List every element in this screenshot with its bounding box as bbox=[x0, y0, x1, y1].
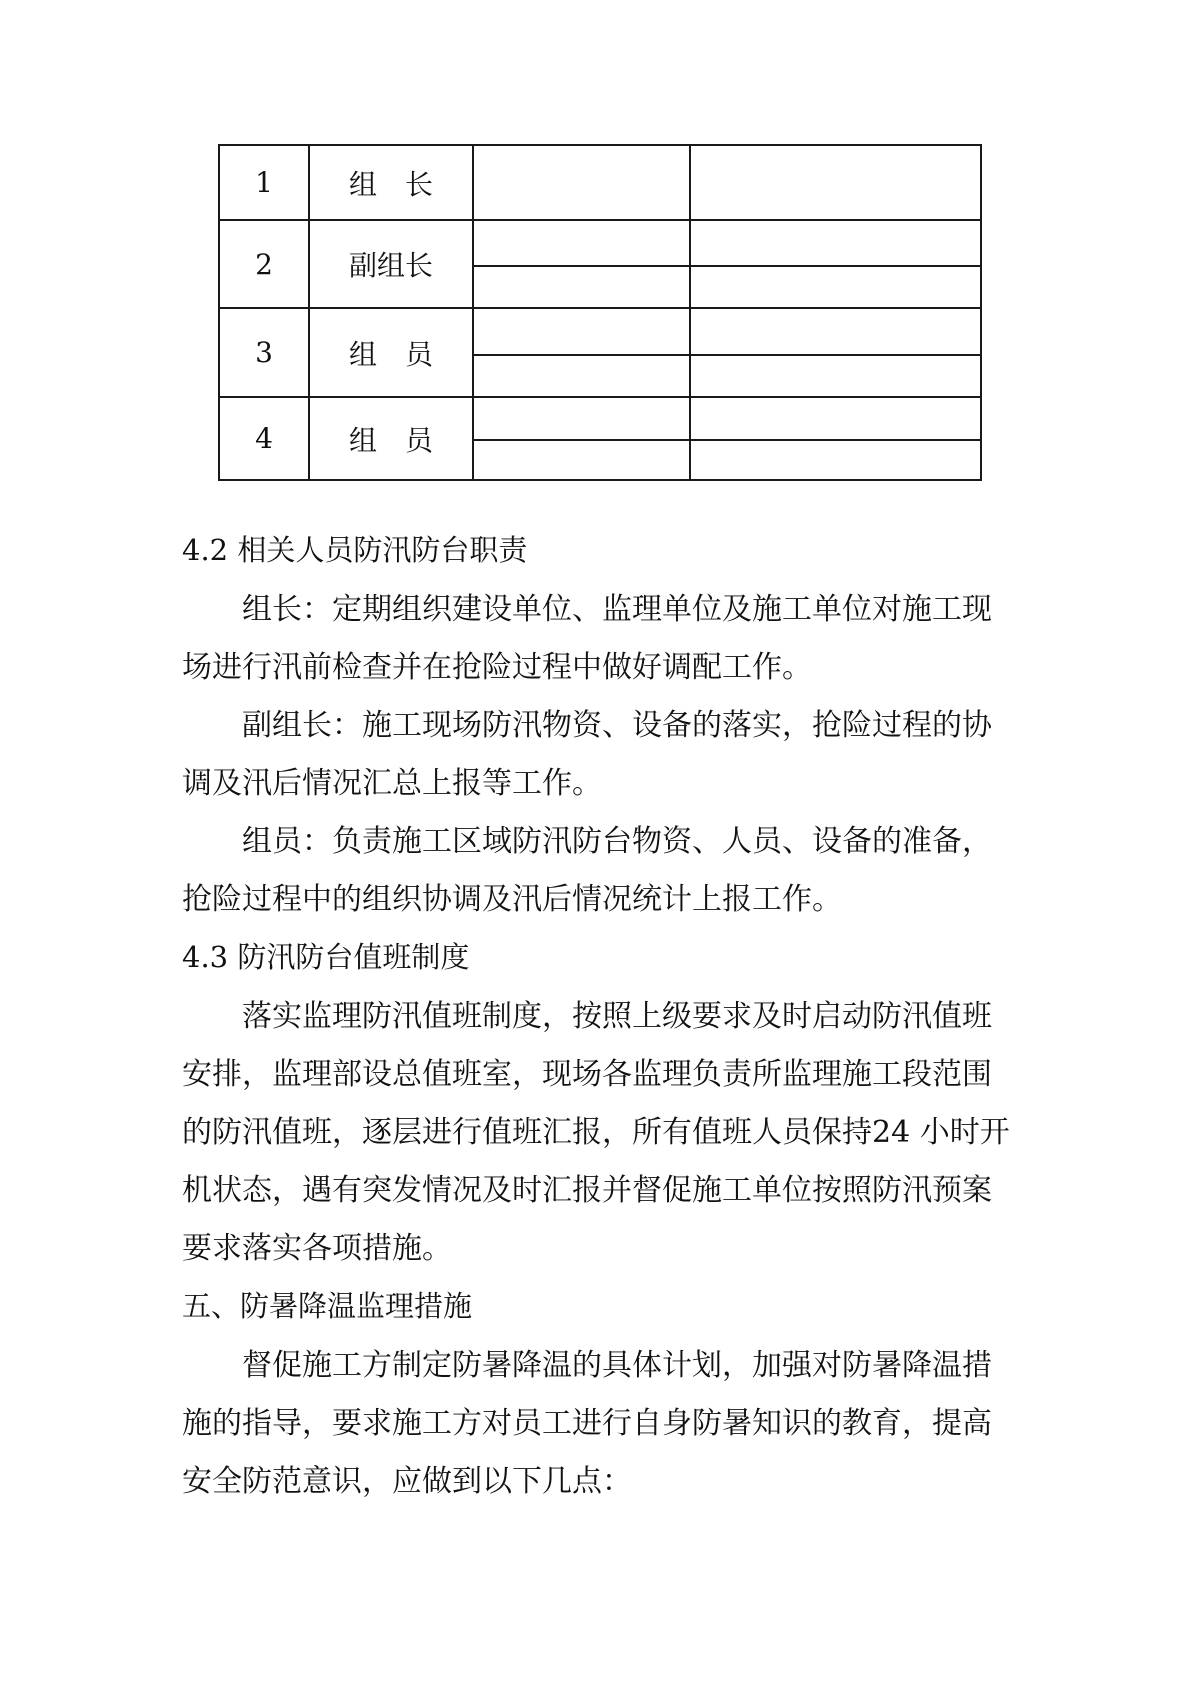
name-cell bbox=[473, 145, 690, 220]
table-row bbox=[219, 308, 981, 355]
table-row bbox=[219, 145, 981, 220]
contact-cell bbox=[690, 145, 981, 220]
name-cell bbox=[473, 220, 690, 266]
paragraph-line: 的防汛值班，逐层进行值班汇报，所有值班人员保持24 小时开 bbox=[182, 1115, 1010, 1150]
paragraph-line: 督促施工方制定防暑降温的具体计划，加强对防暑降温措 bbox=[242, 1348, 992, 1383]
row-number: 1 bbox=[219, 145, 309, 220]
paragraph-line: 安排，监理部设总值班室，现场各监理负责所监理施工段范围 bbox=[182, 1057, 992, 1092]
paragraph-line: 机状态，遇有突发情况及时汇报并督促施工单位按照防汛预案 bbox=[182, 1173, 992, 1208]
table-row bbox=[219, 220, 981, 266]
row-role: 组 员 bbox=[309, 308, 473, 397]
paragraph-line: 调及汛后情况汇总上报等工作。 bbox=[182, 766, 602, 801]
contact-cell bbox=[690, 397, 981, 440]
paragraph-line: 组员：负责施工区域防汛防台物资、人员、设备的准备， bbox=[242, 824, 992, 859]
paragraph-line: 施的指导，要求施工方对员工进行自身防暑知识的教育，提高 bbox=[182, 1406, 992, 1441]
contact-cell bbox=[690, 266, 981, 308]
section-5-heading: 五、防暑降温监理措施 bbox=[182, 1289, 473, 1323]
name-cell bbox=[473, 355, 690, 397]
name-cell bbox=[473, 440, 690, 480]
paragraph-line: 副组长：施工现场防汛物资、设备的落实，抢险过程的协 bbox=[242, 708, 992, 743]
name-cell bbox=[473, 266, 690, 308]
name-cell bbox=[473, 308, 690, 355]
paragraph-line: 抢险过程中的组织协调及汛后情况统计上报工作。 bbox=[182, 882, 842, 917]
row-number: 2 bbox=[219, 220, 309, 308]
paragraph-line: 场进行汛前检查并在抢险过程中做好调配工作。 bbox=[182, 650, 812, 685]
row-role: 组 长 bbox=[309, 145, 473, 220]
table-row bbox=[219, 397, 981, 440]
row-number: 3 bbox=[219, 308, 309, 397]
duty-roster-table bbox=[218, 144, 982, 481]
section-4-3-heading: 4.3 防汛防台值班制度 bbox=[182, 940, 470, 974]
section-4-2-heading: 4.2 相关人员防汛防台职责 bbox=[182, 533, 528, 567]
row-number: 4 bbox=[219, 397, 309, 480]
row-role: 组 员 bbox=[309, 397, 473, 480]
paragraph-line: 落实监理防汛值班制度，按照上级要求及时启动防汛值班 bbox=[242, 999, 992, 1034]
contact-cell bbox=[690, 308, 981, 355]
paragraph-line: 安全防范意识，应做到以下几点： bbox=[182, 1464, 632, 1499]
row-role: 副组长 bbox=[309, 220, 473, 308]
contact-cell bbox=[690, 440, 981, 480]
paragraph-line: 要求落实各项措施。 bbox=[182, 1231, 452, 1266]
contact-cell bbox=[690, 355, 981, 397]
name-cell bbox=[473, 397, 690, 440]
paragraph-line: 组长：定期组织建设单位、监理单位及施工单位对施工现 bbox=[242, 592, 992, 627]
contact-cell bbox=[690, 220, 981, 266]
